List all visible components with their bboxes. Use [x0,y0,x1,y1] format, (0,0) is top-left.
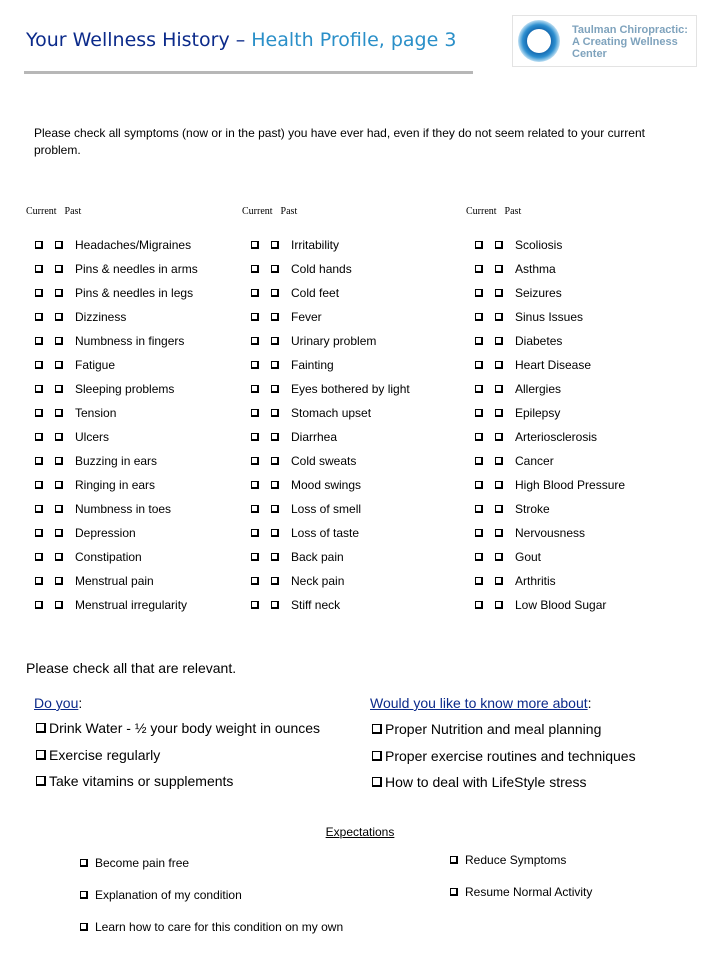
symptom-label: Ringing in ears [75,478,156,492]
past-checkbox[interactable] [271,337,279,345]
current-checkbox[interactable] [475,337,483,345]
logo-text-line1: Taulman Chiropractic: [572,24,688,36]
symptom-label: Low Blood Sugar [515,598,607,612]
past-checkbox[interactable] [495,337,503,345]
symptom-row [469,569,625,593]
past-checkbox[interactable] [55,409,63,417]
symptom-row [469,353,625,377]
current-checkbox[interactable] [475,505,483,513]
past-checkbox[interactable] [495,457,503,465]
page-title-main: Your Wellness History – [26,29,252,51]
past-checkbox[interactable] [271,481,279,489]
current-checkbox[interactable] [475,553,483,561]
past-header: Past [64,206,82,217]
know-more-item[interactable] [372,721,601,737]
current-checkbox[interactable] [475,481,483,489]
symptom-label: Numbness in fingers [75,334,185,348]
past-checkbox[interactable] [495,385,503,393]
symptom-label: Ulcers [75,430,110,444]
checkbox[interactable] [36,750,46,760]
symptom-label: Irritability [291,238,340,252]
symptom-label: Eyes bothered by light [291,382,410,396]
current-checkbox[interactable] [251,433,259,441]
current-checkbox[interactable] [35,529,43,537]
checkbox[interactable] [372,724,382,734]
symptom-row [29,257,198,281]
current-checkbox[interactable] [35,409,43,417]
symptom-list-2 [245,233,410,617]
symptom-row [469,593,625,617]
past-checkbox[interactable] [55,529,63,537]
symptom-label: Headaches/Migraines [75,238,192,252]
current-checkbox[interactable] [35,553,43,561]
expectation-label: Resume Normal Activity [465,885,593,899]
checkbox[interactable] [36,776,46,786]
past-checkbox[interactable] [495,505,503,513]
know-more-item[interactable] [372,774,587,790]
expectation-item[interactable] [450,885,592,899]
current-checkbox[interactable] [251,577,259,585]
past-checkbox[interactable] [271,361,279,369]
past-checkbox[interactable] [55,601,63,609]
past-checkbox[interactable] [271,505,279,513]
symptom-row [29,377,198,401]
symptom-row [245,569,410,593]
current-checkbox[interactable] [475,241,483,249]
past-checkbox[interactable] [55,457,63,465]
symptom-label: Epilepsy [515,406,561,420]
page-title [26,29,456,51]
past-checkbox[interactable] [55,385,63,393]
current-checkbox[interactable] [35,433,43,441]
know-more-item-label: Proper exercise routines and techniques [385,748,636,764]
symptom-label: Depression [75,526,136,540]
past-checkbox[interactable] [271,265,279,273]
symptom-label: Arthritis [515,574,556,588]
checkbox[interactable] [80,891,88,899]
current-checkbox[interactable] [35,265,43,273]
symptom-row [245,233,410,257]
know-more-title-text: Would you like to know more about [370,695,588,711]
symptom-label: Mood swings [291,478,362,492]
current-checkbox[interactable] [251,337,259,345]
symptom-label: Diarrhea [291,430,338,444]
past-checkbox[interactable] [271,457,279,465]
current-checkbox[interactable] [35,289,43,297]
past-checkbox[interactable] [55,337,63,345]
symptom-label: Arteriosclerosis [515,430,598,444]
expectation-label: Reduce Symptoms [465,853,567,867]
checkbox[interactable] [80,923,88,931]
past-header: Past [504,206,522,217]
symptom-row [29,593,198,617]
symptom-row [245,593,410,617]
past-checkbox[interactable] [271,529,279,537]
past-checkbox[interactable] [495,553,503,561]
symptom-row [29,545,198,569]
current-checkbox[interactable] [251,385,259,393]
know-more-item-label: Proper Nutrition and meal planning [385,721,602,737]
past-checkbox[interactable] [55,553,63,561]
symptom-row [469,233,625,257]
symptom-label: Dizziness [75,310,127,324]
current-checkbox[interactable] [35,481,43,489]
title-divider [24,71,473,74]
current-checkbox[interactable] [35,601,43,609]
symptom-row [245,425,410,449]
past-checkbox[interactable] [271,553,279,561]
past-checkbox[interactable] [495,361,503,369]
expectation-label: Become pain free [95,856,190,870]
past-checkbox[interactable] [495,481,503,489]
past-checkbox[interactable] [271,313,279,321]
symptom-row [469,401,625,425]
past-checkbox[interactable] [495,601,503,609]
symptom-list-1 [29,233,198,617]
past-checkbox[interactable] [55,265,63,273]
current-checkbox[interactable] [475,457,483,465]
symptom-label: High Blood Pressure [515,478,626,492]
current-checkbox[interactable] [251,601,259,609]
current-checkbox[interactable] [35,313,43,321]
symptom-label: Cold hands [291,262,352,276]
checkbox[interactable] [372,777,382,787]
current-checkbox[interactable] [35,337,43,345]
do-you-item[interactable] [36,747,160,763]
symptom-label: Numbness in toes [75,502,172,516]
past-checkbox[interactable] [55,577,63,585]
symptom-row [245,353,410,377]
current-checkbox[interactable] [475,265,483,273]
symptom-row [245,497,410,521]
symptom-label: Back pain [291,550,344,564]
intro-text: Please check all symptoms (now or in the past) you have ever had, even if they do not seem related to your current problem. [34,126,645,157]
symptom-row [469,257,625,281]
current-checkbox[interactable] [475,361,483,369]
symptom-row [245,257,410,281]
checkbox[interactable] [80,859,88,867]
current-checkbox[interactable] [251,361,259,369]
symptom-label: Stiff neck [291,598,341,612]
symptom-label: Diabetes [515,334,563,348]
symptom-row [29,233,198,257]
symptom-label: Gout [515,550,542,564]
logo [512,15,697,67]
past-checkbox[interactable] [55,289,63,297]
symptom-row [29,473,198,497]
symptom-label: Fatigue [75,358,116,372]
symptom-row [245,473,410,497]
past-checkbox[interactable] [55,481,63,489]
symptom-row [29,305,198,329]
symptom-row [245,401,410,425]
past-checkbox[interactable] [271,241,279,249]
know-more-title: Would you like to know more about: [370,695,592,711]
symptom-label: Nervousness [515,526,586,540]
know-more-item[interactable] [372,748,636,764]
expectation-label: Explanation of my condition [95,888,242,902]
symptom-label: Menstrual pain [75,574,154,588]
logo-ring-icon [517,19,561,63]
past-checkbox[interactable] [55,361,63,369]
past-checkbox[interactable] [495,313,503,321]
symptom-label: Cold feet [291,286,340,300]
current-checkbox[interactable] [251,481,259,489]
current-checkbox[interactable] [251,241,259,249]
current-checkbox[interactable] [475,409,483,417]
current-checkbox[interactable] [475,433,483,441]
past-checkbox[interactable] [55,313,63,321]
symptom-row [469,305,625,329]
past-checkbox[interactable] [495,577,503,585]
symptom-row [245,377,410,401]
symptom-label: Constipation [75,550,142,564]
past-checkbox[interactable] [495,433,503,441]
page-title-sub: Health Profile, page 3 [251,29,457,51]
symptom-row [29,425,198,449]
symptom-label: Stomach upset [291,406,372,420]
column-header-1 [26,206,81,217]
symptom-row [245,545,410,569]
expectation-item[interactable] [80,888,242,902]
symptom-label: Pins & needles in legs [75,286,194,300]
current-checkbox[interactable] [251,529,259,537]
do-you-item-label: Drink Water - ½ your body weight in ounces [49,720,321,736]
symptom-row [469,521,625,545]
symptom-row [29,353,198,377]
symptom-label: Cancer [515,454,554,468]
current-checkbox[interactable] [251,457,259,465]
current-checkbox[interactable] [251,289,259,297]
symptom-row [29,521,198,545]
do-you-title-text: Do you [34,695,79,711]
symptom-list-3 [469,233,625,617]
symptom-label: Urinary problem [291,334,377,348]
symptom-label: Sleeping problems [75,382,175,396]
know-more-item-label: How to deal with LifeStyle stress [385,774,587,790]
symptom-row [469,545,625,569]
past-checkbox[interactable] [55,505,63,513]
past-header: Past [280,206,298,217]
symptom-row [469,377,625,401]
expectation-label: Learn how to care for this condition on my own [95,920,344,934]
current-checkbox[interactable] [475,313,483,321]
symptom-row [245,305,410,329]
current-checkbox[interactable] [475,385,483,393]
column-header-2 [242,206,297,217]
checkbox[interactable] [372,751,382,761]
symptom-label: Cold sweats [291,454,357,468]
expectations-title: Expectations [325,825,395,839]
symptom-row [245,281,410,305]
symptom-label: Allergies [515,382,562,396]
current-checkbox[interactable] [251,505,259,513]
logo-text-line2: A Creating Wellness [572,36,678,48]
symptom-row [245,329,410,353]
past-checkbox[interactable] [495,241,503,249]
column-header-3 [466,206,521,217]
do-you-item-label: Take vitamins or supplements [49,773,234,789]
current-checkbox[interactable] [35,385,43,393]
current-checkbox[interactable] [251,409,259,417]
symptom-row [29,569,198,593]
symptom-label: Pins & needles in arms [75,262,198,276]
current-checkbox[interactable] [475,529,483,537]
symptom-row [469,281,625,305]
past-checkbox[interactable] [271,577,279,585]
past-checkbox[interactable] [271,289,279,297]
do-you-item[interactable] [36,773,233,789]
symptom-row [469,473,625,497]
past-checkbox[interactable] [55,241,63,249]
current-checkbox[interactable] [35,577,43,585]
past-checkbox[interactable] [271,385,279,393]
symptom-row [245,521,410,545]
symptom-label: Sinus Issues [515,310,584,324]
symptom-label: Heart Disease [515,358,592,372]
current-checkbox[interactable] [35,457,43,465]
current-checkbox[interactable] [475,601,483,609]
current-checkbox[interactable] [35,505,43,513]
expectation-item[interactable] [80,856,189,870]
symptom-row [469,425,625,449]
symptom-row [29,497,198,521]
symptom-row [469,449,625,473]
current-header: Current [466,206,497,217]
symptom-row [29,449,198,473]
past-checkbox[interactable] [495,289,503,297]
past-checkbox[interactable] [271,433,279,441]
do-you-item-label: Exercise regularly [49,747,161,763]
symptom-label: Neck pain [291,574,345,588]
logo-text-line3: Center [572,48,607,60]
past-checkbox[interactable] [495,529,503,537]
symptom-label: Seizures [515,286,562,300]
symptom-row [29,329,198,353]
current-checkbox[interactable] [251,313,259,321]
current-checkbox[interactable] [251,553,259,561]
symptom-row [29,401,198,425]
current-header: Current [26,206,57,217]
symptom-label: Loss of smell [291,502,362,516]
current-header: Current [242,206,273,217]
past-checkbox[interactable] [55,433,63,441]
symptom-label: Tension [75,406,117,420]
checkbox[interactable] [450,856,458,864]
symptom-row [469,329,625,353]
current-checkbox[interactable] [475,577,483,585]
past-checkbox[interactable] [271,601,279,609]
past-checkbox[interactable] [271,409,279,417]
symptom-row [469,497,625,521]
symptom-row [29,281,198,305]
relevant-heading: Please check all that are relevant. [26,660,237,676]
current-checkbox[interactable] [475,289,483,297]
current-checkbox[interactable] [35,361,43,369]
symptom-label: Buzzing in ears [75,454,158,468]
checkbox[interactable] [36,723,46,733]
symptom-label: Asthma [515,262,556,276]
checkbox[interactable] [450,888,458,896]
do-you-item[interactable] [36,720,320,736]
symptom-label: Fever [291,310,322,324]
symptom-label: Stroke [515,502,550,516]
do-you-title: Do you: [34,695,83,711]
symptom-label: Scoliosis [515,238,563,252]
symptom-row [245,449,410,473]
expectation-item[interactable] [80,920,343,934]
past-checkbox[interactable] [495,409,503,417]
current-checkbox[interactable] [251,265,259,273]
symptom-label: Fainting [291,358,334,372]
symptom-label: Loss of taste [291,526,360,540]
current-checkbox[interactable] [35,241,43,249]
symptom-label: Menstrual irregularity [75,598,188,612]
expectation-item[interactable] [450,853,566,867]
past-checkbox[interactable] [495,265,503,273]
